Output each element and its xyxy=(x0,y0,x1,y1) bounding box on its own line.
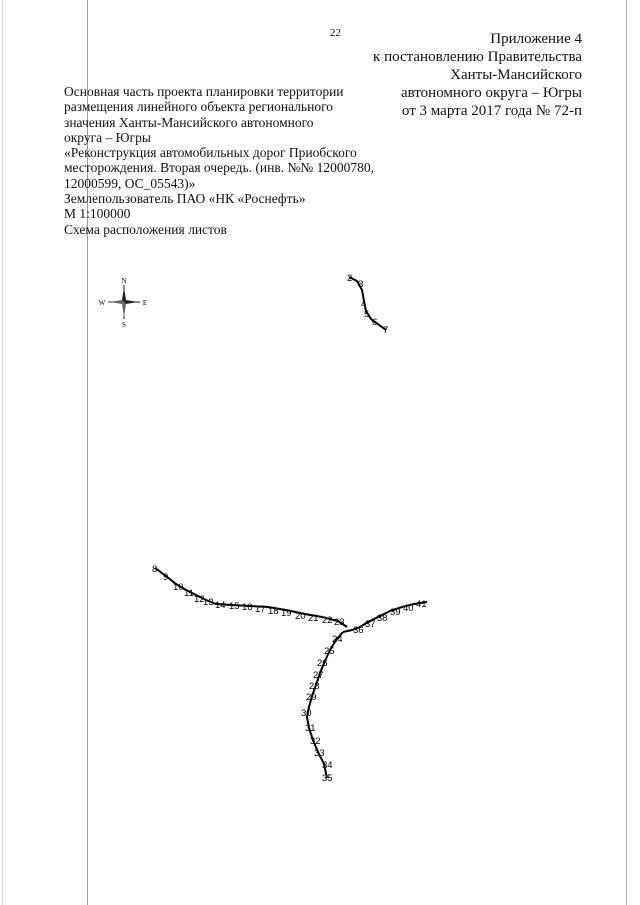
sheet-number: 11 xyxy=(184,588,194,599)
sheet-number: 32 xyxy=(310,736,321,747)
sheet-number: 24 xyxy=(332,634,343,645)
sheet-number: 29 xyxy=(306,692,317,703)
sheet-number: 2 xyxy=(347,273,353,284)
document-line: значения Ханты-Мансийского автономного xyxy=(64,114,314,130)
sheet-number: 20 xyxy=(295,611,306,622)
sheet-number: 16 xyxy=(242,602,253,613)
document-line: месторождения. Вторая очередь. (инв. №№ 12000780, xyxy=(64,160,374,176)
sheet-number: 8 xyxy=(152,564,158,575)
page-number: 22 xyxy=(330,27,341,39)
sheet-number: 22 xyxy=(322,615,333,626)
document-line: Основная часть проекта планировки территории xyxy=(64,84,344,99)
sheet-number: 27 xyxy=(313,670,324,681)
scale-label: М 1:100000 xyxy=(64,206,131,222)
sheet-number: 9 xyxy=(163,572,169,583)
sheet-number: 13 xyxy=(203,597,214,608)
document-line: Землепользователь ПАО «НК «Роснефть» xyxy=(64,191,306,207)
compass-east-label: E xyxy=(142,299,148,307)
sheet-number: 38 xyxy=(377,613,388,624)
sheet-number: 31 xyxy=(305,723,316,734)
appendix-line: автономного округа – Югры xyxy=(400,85,582,101)
road-north-segment xyxy=(349,277,386,330)
appendix-line: от 3 марта 2017 года № 72-п xyxy=(401,103,582,119)
sheet-number: 33 xyxy=(314,748,325,759)
scheme-title: Схема расположения листов xyxy=(64,221,227,237)
document-line: округа – Югры xyxy=(64,129,151,145)
sheet-number: 40 xyxy=(403,603,414,614)
appendix-line: к постановлению Правительства xyxy=(373,49,582,65)
compass-west-label: W xyxy=(98,299,106,307)
sheet-number: 26 xyxy=(317,658,328,669)
sheet-number: 17 xyxy=(255,604,266,615)
sheet-number: 21 xyxy=(308,613,319,624)
document-line: «Реконструкция автомобильных дорог Приобского xyxy=(64,145,357,161)
compass-south-label: S xyxy=(122,321,126,327)
sheet-number: 18 xyxy=(268,606,279,617)
sheet-number: 14 xyxy=(215,600,226,611)
document-line: размещения линейного объекта регионального xyxy=(64,99,334,115)
compass-north-label: N xyxy=(121,277,127,285)
sheet-number: 10 xyxy=(173,582,184,593)
sheet-number: 23 xyxy=(334,617,345,628)
sheet-number: 19 xyxy=(281,608,292,619)
sheet-number: 6 xyxy=(372,317,378,328)
sheet-number: 37 xyxy=(365,619,376,630)
sheet-number: 36 xyxy=(353,625,364,636)
sheet-number: 3 xyxy=(358,279,364,290)
sheet-number: 15 xyxy=(229,601,240,612)
sheet-number: 41 xyxy=(416,599,427,610)
sheet-number: 7 xyxy=(383,325,389,336)
sheet-number: 28 xyxy=(309,681,320,692)
sheet-number: 30 xyxy=(301,708,312,719)
document-line: 12000599, ОС_05543)» xyxy=(64,175,196,191)
sheet-number: 4 xyxy=(361,299,367,310)
sheet-number: 12 xyxy=(194,594,205,605)
appendix-line: Ханты-Мансийского xyxy=(450,67,582,83)
sheet-number: 25 xyxy=(324,646,335,657)
sheet-number: 35 xyxy=(322,773,333,784)
sheet-number: 39 xyxy=(390,607,401,618)
sheet-number: 5 xyxy=(364,309,370,320)
sheet-number: 34 xyxy=(322,760,333,771)
appendix-line: Приложение 4 xyxy=(490,31,582,47)
